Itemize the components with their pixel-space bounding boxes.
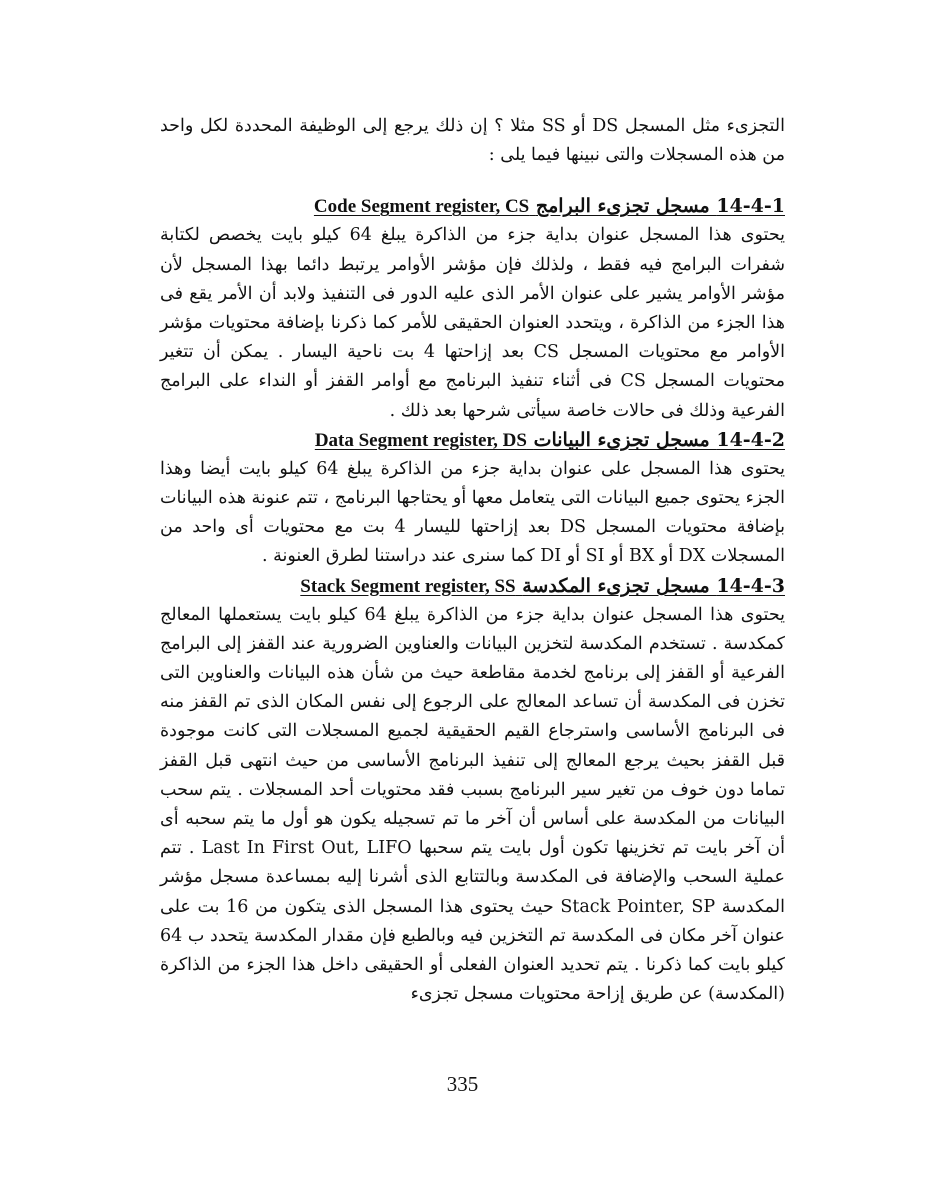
section-heading-english: Code Segment register, CS	[313, 196, 530, 218]
section-body-data-segment: يحتوى هذا المسجل على عنوان بداية جزء من الذاكرة يبلغ 64 كيلو بايت أيضا وهذا الجزء يحتوى جميع البيانات التى يتعامل معها أو يحتاجها البرنامج ، تتم عنونة هذه البيانات بإضافة محتويات المسجل DS بعد إزاحتها لليسار 4 بت مع محتويات أى واحد من المسجلات DX أو BX أو SI أو DI كما سنرى عند دراستنا لطرق العنونة .	[160, 458, 785, 567]
section-heading-english: Data Segment register, DS	[314, 429, 527, 451]
section-body-code-segment: يحتوى هذا المسجل عنوان بداية جزء من الذاكرة يبلغ 64 كيلو بايت يخصص لكتابة شفرات البرامج فيه فقط ، ولذلك فإن مؤشر الأوامر يرتبط دائما بهذا المسجل لأن مؤشر الأوامر يشير على عنوان الأمر الذى عليه الدور فى التنفيذ ولابد أن الأمر يقع فى هذا الجزء من الذاكرة ، ويتحدد العنوان الحقيقى للأمر كما ذكرنا بإضافة محتويات مؤشر الأوامر مع محتويات المسجل CS بعد إزاحتها 4 بت ناحية اليسار . يمكن أن تتغير محتويات المسجل CS فى أثناء تنفيذ البرنامج مع أوامر القفز أو النداء على البرامج الفرعية وذلك فى حالات خاصة سيأتى شرحها بعد ذلك .	[160, 225, 786, 421]
section-heading-arabic: 14-4-3 مسجل تجزىء المكدسة	[522, 574, 785, 597]
section-heading-english: Stack Segment register, SS	[300, 575, 516, 597]
section-heading-stack-segment	[160, 572, 785, 601]
section-heading-data-segment	[160, 426, 785, 455]
section-heading-arabic: 14-4-1 مسجل تجزىء البرامج	[535, 195, 785, 218]
page-number: 335	[446, 1072, 479, 1096]
section-heading-code-segment	[160, 192, 785, 221]
page-content	[160, 112, 785, 1009]
section-body-stack-segment: يحتوى هذا المسجل عنوان بداية جزء من الذاكرة يبلغ 64 كيلو بايت يستعملها المعالج كمكدسة . تستخدم المكدسة لتخزين البيانات والعناوين الضرورية عند القفز إلى البرامج الفرعية أو القفز إلى برنامج لخدمة مقاطعة حيث من شأن هذه البيانات والعناوين التى تخزن فى المكدسة أن تساعد المعالج على الرجوع إلى نفس المكان الذى تم القفز منه فى البرنامج الأساسى واسترجاع القيم الحقيقية لجميع المسجلات التى كانت موجودة قبل القفز بحيث يرجع المعالج إلى تنفيذ البرنامج الأساسى من حيث انتهى قبل القفز تماما دون خوف من تغير سير البرنامج بسبب فقد محتويات أحد المسجلات . يتم سحب البيانات من المكدسة على أساس أن آخر ما تم تسجيله يكون هو أول ما يتم سحبه أى أن آخر بايت تم تخزينها تكون أول بايت يتم سحبها Last In First Out, LIFO . تتم عملية السحب والإضافة فى المكدسة وبالتتابع الذى أشرنا إليه بمساعدة مسجل مؤشر المكدسة Stack Pointer, SP حيث يحتوى هذا المسجل الذى يتكون من 16 بت على عنوان آخر مكان فى المكدسة تم التخزين فيه وبالطبع فإن مقدار المكدسة يتحدد ب 64 كيلو بايت كما ذكرنا . يتم تحديد العنوان الفعلى أو الحقيقى داخل هذا الجزء من الذاكرة (المكدسة) عن طريق إزاحة محتويات مسجل تجزىء	[160, 604, 785, 1005]
section-heading-arabic: 14-4-2 مسجل تجزىء البيانات	[533, 428, 785, 451]
intro-paragraph: التجزىء مثل المسجل DS أو SS مثلا ؟ إن ذلك يرجع إلى الوظيفة المحددة لكل واحد من هذه المسجلات والتى نبينها فيما يلى :	[160, 116, 785, 166]
